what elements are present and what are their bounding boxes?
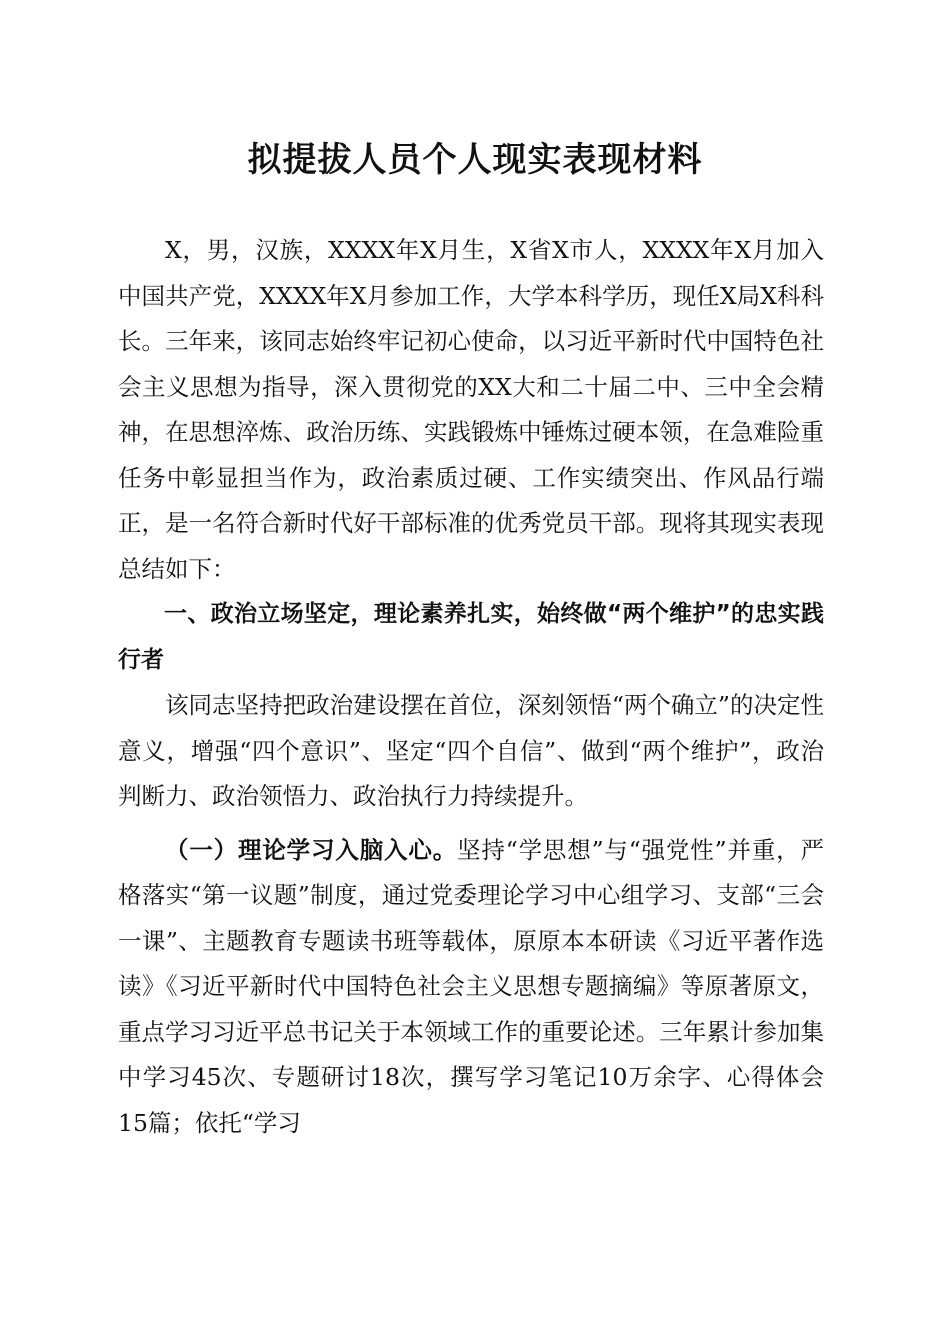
subsection-1-lead: （一）理论学习入脑入心。 [165, 835, 458, 864]
subsection-1-paragraph [118, 828, 824, 1147]
document-body [118, 228, 824, 1146]
subsection-1-text: 坚持“学思想”与“强党性”并重，严格落实“第一议题”制度，通过党委理论学习中心组学习、支部“三会一课”、主题教育专题读书班等载体，原原本本研读《习近平著作选读》《习近平新时代中国特色社会主义思想专题摘编》等原著原文，重点学习习近平总书记关于本领域工作的重要论述。三年累计参加集中学习45次、专题研讨18次，撰写学习笔记10万余字、心得体会15篇；依托“学习 [118, 835, 824, 1137]
section-1-paragraph: 该同志坚持把政治建设摆在首位，深刻领悟“两个确立”的决定性意义，增强“四个意识”、坚定“四个自信”、做到“两个维护”，政治判断力、政治领悟力、政治执行力持续提升。 [118, 691, 824, 810]
section-1-heading: 一、政治立场坚定，理论素养扎实，始终做“两个维护”的忠实践行者 [118, 601, 824, 673]
document-title: 拟提拔人员个人现实表现材料 [247, 140, 703, 180]
intro-paragraph: X，男，汉族，XXXX年X月生，X省X市人，XXXX年X月加入中国共产党，XXXX年X月参加工作，大学本科学历，现任X局X科科长。三年来，该同志始终牢记初心使命，以习近平新时代中国特色社会主义思想为指导，深入贯彻党的XX大和二十届二中、三中全会精神，在思想淬炼、政治历练、实践锻炼中锤炼过硬本领，在急难险重任务中彰显担当作为，政治素质过硬、工作实绩突出、作风品行端正，是一名符合新时代好干部标准的优秀党员干部。现将其现实表现总结如下： [118, 236, 824, 583]
